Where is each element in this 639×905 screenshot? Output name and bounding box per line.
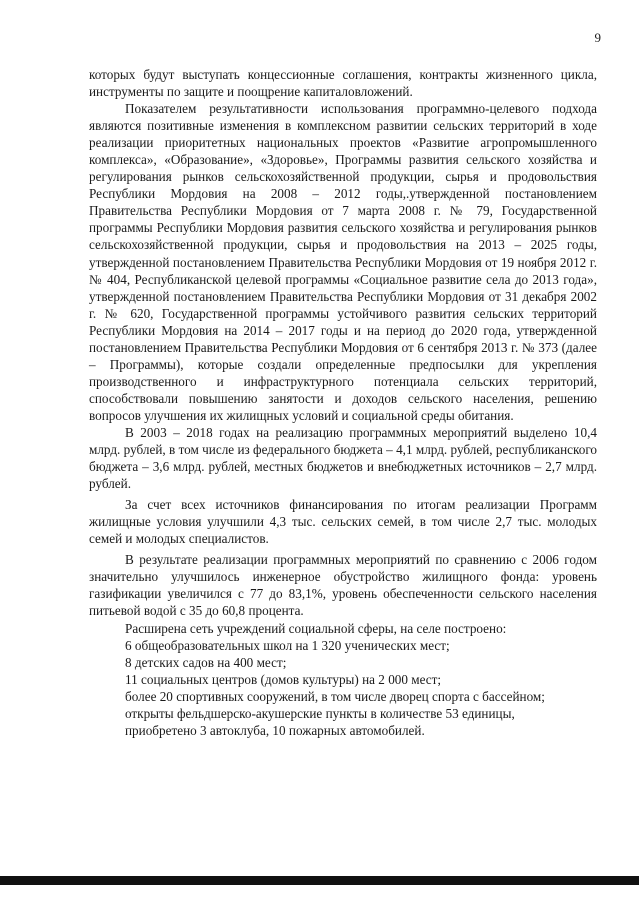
list-item-social-centers: 11 социальных центров (домов культуры) на 2 000 мест; [125,671,442,687]
paragraph-housing: За счет всех источников финансирования по итогам реализации Программ жилищные условия улучшили 4,3 тыс. сельских семей, в том числе 2,7 тыс. молодых семей и молодых специалистов. [89,497,597,547]
document-body [89,66,597,739]
paragraph-funding: В 2003 – 2018 годах на реализацию программных мероприятий выделено 10,4 млрд. рублей, в том числе из федерального бюджета – 4,1 млрд. рублей, республиканского бюджета – 3,6 млрд. рублей, местных бюджетов и внебюджетных источников – 2,7 млрд. рублей. [89,424,597,492]
paragraph-continuation: которых будут выступать концессионные соглашения, контракты жизненного цикла, инструменты по защите и поощрение капиталовложений. [89,67,597,100]
page-number: 9 [594,30,601,45]
list-item-vehicles: приобретено 3 автоклуба, 10 пожарных автомобилей. [125,722,425,738]
scan-bottom-edge [0,876,639,885]
list-item-sports-facilities: более 20 спортивных сооружений, в том числе дворец спорта с бассейном; [125,688,545,704]
list-item-kindergartens: 8 детских садов на 400 мест; [125,654,287,670]
list-item-medical-points: открыты фельдшерско-акушерские пункты в количестве 53 единицы, [125,705,515,721]
paragraph-performance-indicator: Показателем результативности использования программно-целевого подхода являются позитивные изменения в комплексном развитии сельских территорий в ходе реализации приоритетных национальных проектов «Развитие агропромышленного комплекса», «Образование», «Здоровье», Программы развития сельского хозяйства и регулирования рынков сельскохозяйственной продукции, сырья и продовольствия Республики Мордовия на 2008 – 2012 годы,.утвержденной постановлением Правительства Республики Мордовия от 7 марта 2008 г. № 79, Государственной программы Республики Мордовия развития сельского хозяйства и регулирования рынков сельскохозяйственной продукции, сырья и продовольствия на 2013 – 2025 годы, утвержденной постановлением Правительства Республики Мордовия от 19 ноября 2012 г. № 404, Республиканской целевой программы «Социальное развитие села до 2013 года», утвержденной постановлением Правительства Республики Мордовия от 31 декабря 2002 г. № 620, Государственной программы устойчивого развития сельских территорий Республики Мордовия на 2014 – 2017 годы и на период до 2020 года, утвержденной постановлением Правительства Республики Мордовия от 6 сентября 2013 г. № 373 (далее – Программы), которые создали определенные предпосылки для укрепления производственного и инфраструктурного потенциала сельских территорий, способствовали повышению занятости и доходов сельского населения, решению вопросов улучшения их жилищных условий и социальной среды обитания. [89,101,597,423]
list-item-schools: 6 общеобразовательных школ на 1 320 ученических мест; [125,637,450,653]
paragraph-social-network: Расширена сеть учреждений социальной сферы, на селе построено: [125,620,507,636]
paragraph-infrastructure: В результате реализации программных мероприятий по сравнению с 2006 годом значительно улучшилось инженерное обустройство жилищного фонда: уровень газификации увеличился с 77 до 83,1%, уровень обеспеченности сельского населения питьевой водой с 35 до 60,8 процента. [89,552,597,619]
